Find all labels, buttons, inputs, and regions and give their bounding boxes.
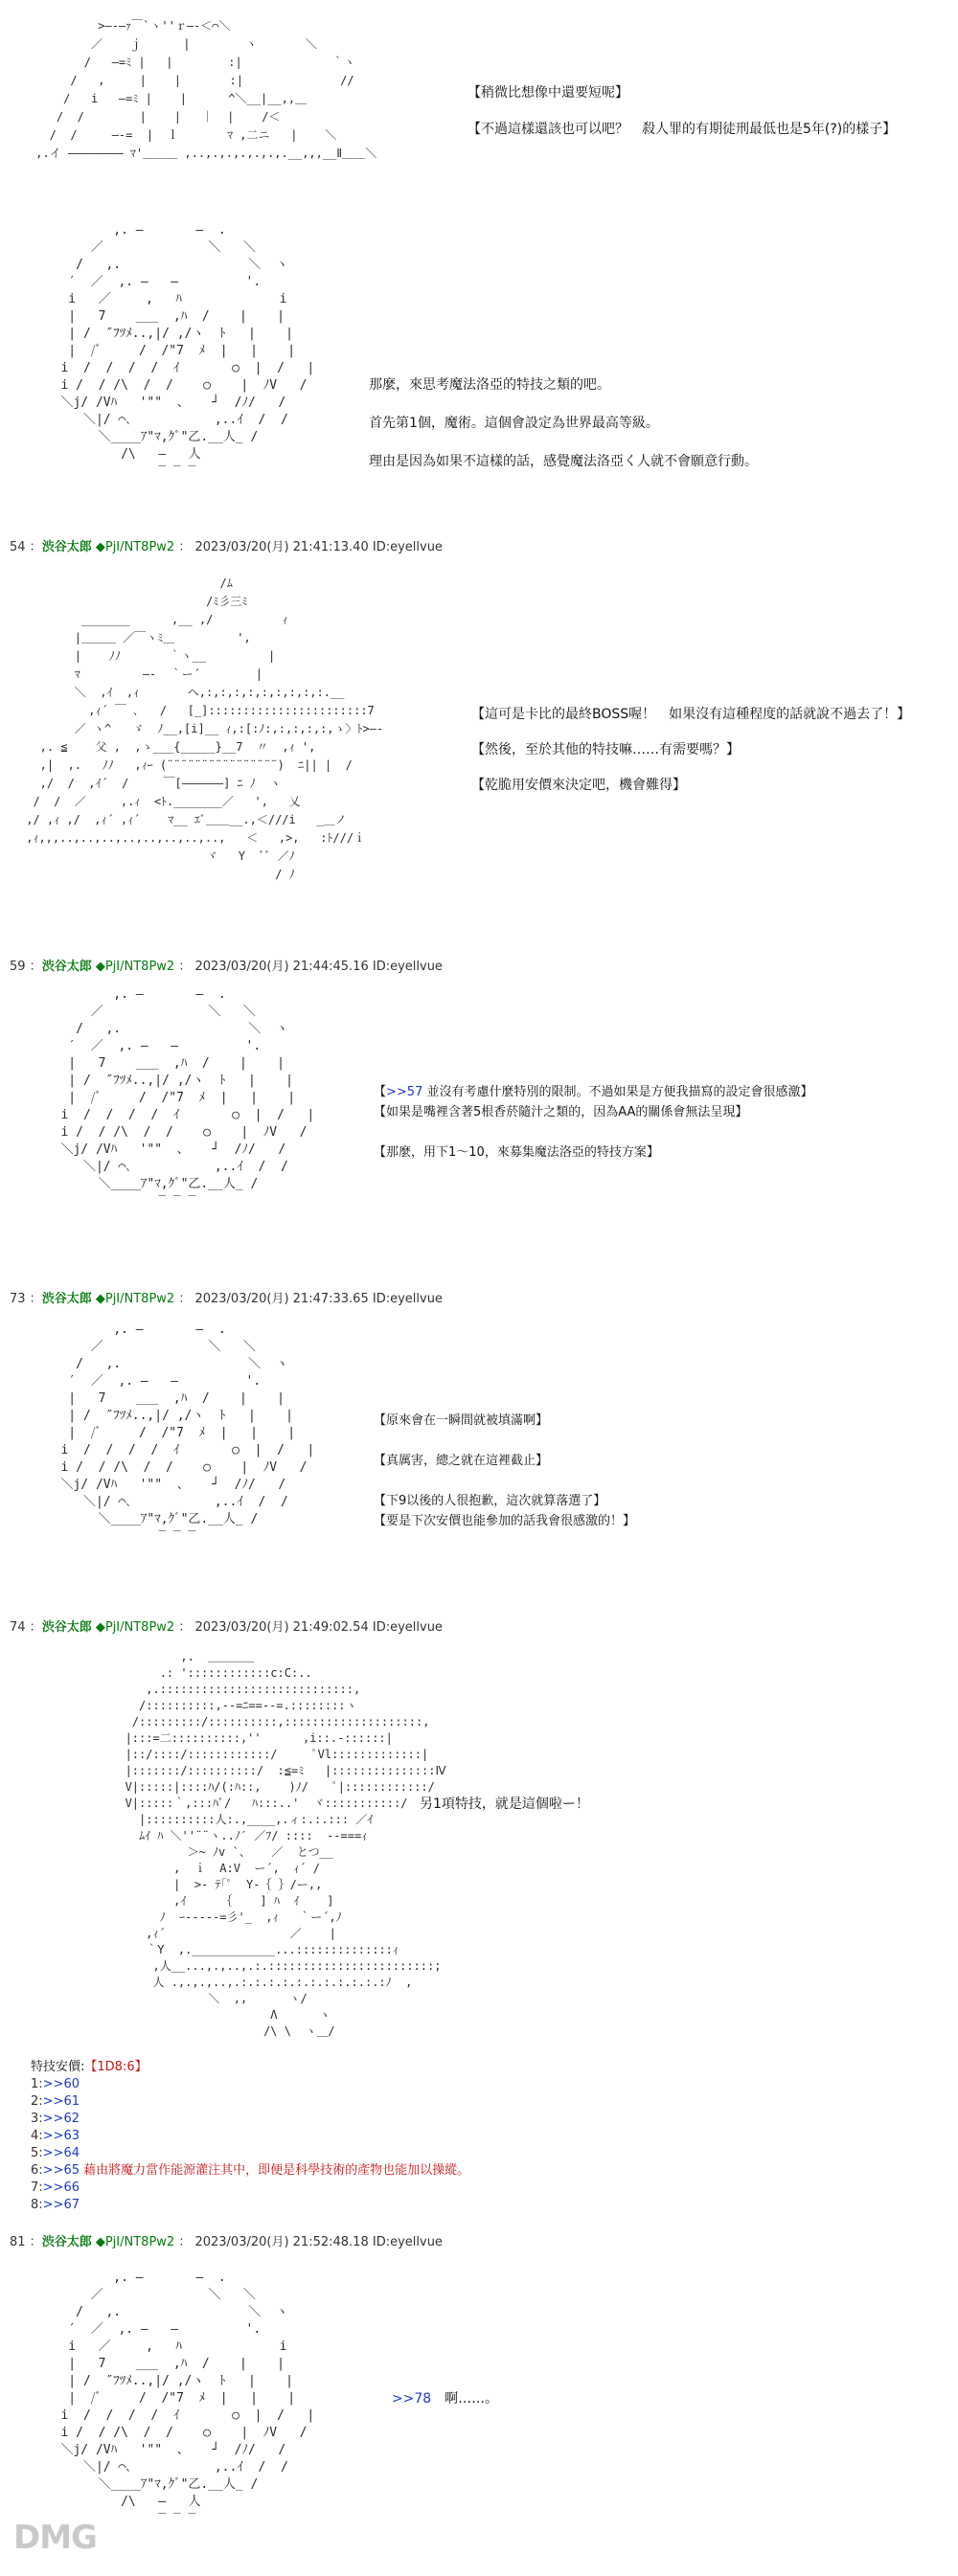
ascii-art-line: ヾ Y ﾞﾞ ／ﾉ: [19, 849, 295, 863]
poster-name: 渋谷太郎: [41, 2235, 92, 2249]
ascii-art-line: ,ｨ´ ￣ ､ / [_]:::::::::::::::::::::::7: [19, 704, 375, 717]
ascii-art-line: | /ﾞ / /"7 ﾒ | | |: [38, 1091, 296, 1105]
post-number: 81: [10, 2235, 26, 2249]
ascii-art-line: ＼|/ ⌒､ ,..ｲ / /: [38, 2460, 288, 2474]
ascii-art-line: ,ｨ,,,..,..,..,..,..,..,..,.., ＜ ,>, :ﾄ///ｉ: [19, 831, 366, 845]
poster-name: 渋谷太郎: [41, 1292, 92, 1306]
dialogue-line: 啊……。: [431, 2391, 499, 2407]
ascii-art-line: ＼____ｱ"ﾏ,ｸﾞ"乙.__人_ /: [38, 1177, 259, 1191]
ascii-art-line: ‾ ‾ ‾: [38, 2512, 196, 2526]
ascii-art-line: ‾ ‾ ‾: [38, 1194, 196, 1209]
ascii-art-line: ,/ / ,ｲ´ / ￣[――――――] ﾆ ﾉ ヽ: [19, 777, 282, 790]
dialogue-line: 【那麼，用下1～10，來募集魔法洛亞的特技方案】: [374, 1145, 659, 1160]
ascii-art-line: | /ﾞ / /"7 ﾒ | | |: [38, 2391, 296, 2406]
poster-trip: ◆PjI/NT8Pw2: [95, 540, 175, 554]
ascii-art-line: | /ﾞ / /"7 ﾒ | | |: [38, 344, 296, 358]
dialogue-line: 【原來會在一瞬間就被填滿啊】: [374, 1413, 549, 1428]
ascii-art-line: /\ \ ヽ＿/: [77, 2024, 335, 2038]
dice-option-index: 1:: [31, 2077, 43, 2091]
reply-anchor[interactable]: >>65: [42, 2163, 80, 2178]
ascii-art-line: / / | | ｜ | /＜: [29, 110, 281, 124]
poster-trip: ◆PjI/NT8Pw2: [95, 960, 175, 974]
ascii-art-line: / , | | :| //: [29, 74, 354, 87]
ascii-art-character: [38, 986, 314, 1210]
ascii-art-line: ,. ― ― .: [38, 987, 226, 1002]
ascii-art-line: i / / / / ｲ ○ | / |: [38, 2408, 315, 2423]
dialogue-line: 理由是因為如果不這樣的話，感覺魔法洛亞く人就不會願意行動。: [369, 454, 758, 469]
reply-anchor[interactable]: >>61: [42, 2094, 80, 2109]
dice-option-index: 8:: [31, 2198, 43, 2212]
dice-option-row: [31, 2093, 469, 2111]
ascii-art-line: ‾ ‾ ‾: [38, 1529, 196, 1544]
dialogue-text: 並沒有考慮什麼特別的限制。不過如果是方便我描寫的設定會很感激】: [422, 1085, 813, 1099]
post-number: 74: [10, 1620, 26, 1635]
ascii-art-line: |::::::::::人:.,____,.ィ:.:.::: ／ｲ: [77, 1813, 374, 1826]
dice-option-row: [31, 2145, 469, 2162]
ascii-art-line: i / / /\ / / ○ | ﾉV /: [38, 1460, 308, 1475]
ascii-art-line: /\ ― 人: [38, 447, 201, 462]
ascii-art-line: Λ ヽ: [77, 2008, 331, 2022]
dialogue-line: 【下9以後的人很抱歉，這次就算落選了】: [374, 1494, 606, 1508]
ascii-art-line: ‾ ‾ ‾: [38, 464, 196, 479]
ascii-art-boss: [19, 575, 383, 884]
ascii-art-line: ′ ／ ,. ― ― '.: [38, 1039, 262, 1053]
dialogue-block-3: [471, 697, 910, 803]
ascii-art-mechanic: [77, 1649, 446, 2040]
reply-anchor[interactable]: >>66: [42, 2181, 80, 2195]
ascii-art-line: / / ／ ,.ｨ <ﾄ._______／ ', 乂: [19, 795, 301, 808]
dice-option-row: [31, 2076, 469, 2093]
post-number: 54: [10, 540, 26, 554]
dialogue-line: [374, 1471, 635, 1491]
reply-anchor[interactable]: >>67: [42, 2198, 80, 2212]
ascii-art-line: ,人__...,.,..,.:.::::::::::::::::::::::::;: [77, 1959, 442, 1973]
dialogue-block-5: [374, 1411, 635, 1531]
dialogue-line: 【如果是嘴裡含著5根香菸隨汁之類的，因為AA的關係會無法呈現】: [374, 1105, 748, 1119]
ascii-art-hat: [29, 17, 376, 163]
dialogue-line: 【不過這樣還該也可以吧？ 殺人罪的有期徒刑最低也是5年(?)的樣子】: [468, 122, 897, 137]
ascii-art-line: ﾑｲ ﾊ ＼''¨¨ヽ..ﾉ′ ／ﾌ/ :::: --===ｨ: [77, 1829, 368, 1842]
ascii-art-line: | /ﾞ / /"7 ﾒ | | |: [38, 1426, 296, 1440]
dialogue-line: 【>>57 並沒有考慮什麼特別的限制。不過如果是方便我描寫的設定會很感激】: [374, 1085, 813, 1099]
ascii-art-line: /::::::::::,-‐=ﾆ==--=.::::::::ヽ: [77, 1699, 357, 1712]
ascii-art-line: |＿＿＿ ／￣ヽﾐ＿ ',: [19, 631, 251, 644]
ascii-art-line: /ﾑ: [19, 576, 233, 590]
ascii-art-line: ＞~ ﾉv `、 ／ とつ__: [77, 1845, 334, 1859]
ascii-art-character: [38, 222, 314, 481]
ascii-art-line: ＼j/ /Vﾊ '"" 、 ┘ /ﾉ/ /: [38, 2443, 286, 2457]
ascii-art-line: ,ｲ ｛ ] ﾊ ｲ ]: [77, 1894, 334, 1908]
ascii-art-line: ＼|/ ⌒､ ,..ｲ / /: [38, 1495, 288, 1509]
ascii-art-line: ／ ヽ^ ゞ ﾉ__,[i]__ ｨ,:[:ﾉ:,:,:,:,:,ゝ〉ﾄ>―-: [19, 722, 384, 735]
ascii-art-line: ／ ＼ ＼: [38, 2288, 256, 2302]
ascii-art-line: | / ″ﾌﾂﾒ..,|/ ,/ヽ ﾄ | |: [38, 1073, 293, 1088]
ascii-art-line: ′ ／ ,. ― ― '.: [38, 275, 262, 289]
ascii-art-line: i / / / / ｲ ○ | / |: [38, 361, 315, 375]
ascii-art-line: ＼ ,, ヽ/: [77, 1992, 308, 2005]
post-number: 73: [10, 1292, 26, 1306]
ascii-art-line: ／ ＼ ＼: [38, 240, 256, 255]
dice-option-row: [31, 2180, 469, 2197]
ascii-art-line: ＼____ｱ"ﾏ,ｸﾞ"乙.__人_ /: [38, 2477, 259, 2492]
ascii-art-line: | 7 ___ ,ﾊ / | |: [38, 309, 285, 324]
ascii-art-line: ｀Y ,.____________...::::::::::::::ｨ: [77, 1943, 399, 1956]
ascii-art-line: / ,. ＼ ヽ: [38, 1357, 288, 1371]
ascii-art-line: ＼j/ /Vﾊ '"" 、 ┘ /ﾉ/ /: [38, 1478, 286, 1492]
dice-result-list: [31, 2059, 469, 2214]
dialogue-block-4: [374, 1082, 812, 1163]
ascii-art-line: V|:::::|::::ﾊ/(:ﾊ::, )ﾉ/ ﾟ|::::::::::::/: [77, 1780, 435, 1794]
ascii-art-line: i / / / / ｲ ○ | / |: [38, 1443, 315, 1457]
dice-title: 特技安價:: [31, 2060, 85, 2074]
dice-option-row: [31, 2111, 469, 2128]
ascii-art-line: i ／ , ﾊ i: [38, 292, 287, 306]
reply-anchor[interactable]: >>57: [386, 1085, 423, 1099]
dice-title-row: [31, 2059, 469, 2076]
dice-option-index: 5:: [31, 2146, 43, 2160]
reply-anchor[interactable]: >>62: [42, 2112, 80, 2126]
ascii-art-line: ,.イ ―――――――― ﾏ'＿＿＿ ,..,.,.,.,.,.,.__,,,__Ⅱ＿＿＼: [29, 147, 377, 160]
dialogue-line: [374, 1431, 635, 1451]
poster-trip: ◆PjI/NT8Pw2: [95, 1292, 175, 1306]
post-date: 2023/03/20(月) 21:44:45.16: [194, 960, 369, 974]
post-date: 2023/03/20(月) 21:47:33.65: [194, 1292, 369, 1306]
ascii-art-line: ,. ― ― .: [38, 2271, 226, 2285]
dialogue-line: 【乾脆用安價來決定吧，機會難得】: [471, 778, 686, 793]
ascii-art-line: | >‐ ﾃ｢ﾟ Y-｛ ｝/ー,,: [77, 1878, 323, 1891]
ascii-art-line: ′ ／ ,. ― ― '.: [38, 2322, 262, 2337]
dialogue-line: 【真厲害，總之就在這裡截止】: [374, 1454, 549, 1468]
ascii-art-line: ／ ＼ ＼: [38, 1340, 256, 1354]
poster-name: 渋谷太郎: [41, 540, 92, 554]
ascii-art-line: _______ ,__ ,/ ｨ: [19, 613, 288, 626]
poster-name: 渋谷太郎: [41, 1620, 92, 1635]
dialogue-block-7: [383, 2373, 498, 2407]
post-header: 54 ：渋谷太郎 ◆PjI/NT8Pw2 ： 2023/03/20(月) 21:41:13.40 ID:eyellvue: [10, 540, 443, 554]
ascii-art-line: i / / /\ / / ○ | ﾉV /: [38, 378, 308, 393]
post-date: 2023/03/20(月) 21:41:13.40: [194, 540, 369, 554]
poster-trip: ◆PjI/NT8Pw2: [95, 1620, 175, 1635]
ascii-art-line: ﾏ ―‐ ｀ー´ |: [19, 667, 262, 681]
ascii-art-line: ,ｨ´ ／ |: [77, 1927, 336, 1940]
ascii-art-line: / ,. ＼ ヽ: [38, 1022, 288, 1036]
ascii-art-line: | 7 ___ ,ﾊ / | |: [38, 1391, 285, 1406]
poster-id: ID:eyellvue: [372, 540, 443, 554]
ascii-art-line: ＼____ｱ"ﾏ,ｸﾞ"乙.__人_ /: [38, 1512, 259, 1526]
ascii-art-line: ／ ＼ ＼: [38, 1005, 256, 1019]
ascii-art-line: ＼j/ /Vﾊ '"" 、 ┘ /ﾉ/ /: [38, 1142, 286, 1157]
dialogue-line: 【然後，至於其他的特技嘛……有需要嗎？】: [471, 742, 740, 757]
dialogue-line: 【稍微比想像中還要短呢】: [468, 85, 628, 101]
poster-id: ID:eyellvue: [372, 1620, 443, 1635]
ascii-art-line: /ﾐ彡三ﾐ: [19, 595, 248, 608]
ascii-art-line: / ,. ＼ ヽ: [38, 2305, 288, 2319]
dice-roll: 【1D8:6】: [84, 2060, 148, 2074]
dice-option-index: 6:: [31, 2163, 43, 2178]
ascii-art-line: | 7 ___ ,ﾊ / | |: [38, 1056, 285, 1071]
ascii-art-line: ＼____ｱ"ﾏ,ｸﾞ"乙.__人_ /: [38, 430, 259, 444]
ascii-art-line: ,. ≦ 父 , ,ゝ___{_____}__7 〃 ,ｨ ',: [19, 740, 316, 754]
ascii-art-line: / i ―=ﾐ | | ^＼__|__,,＿: [29, 92, 308, 105]
ascii-art-line: V|:::::｀,:::ﾊﾞ/ ﾊ:::..' ヾ:::::::::::/: [77, 1796, 408, 1810]
ascii-art-line: i / / / / ｲ ○ | / |: [38, 1108, 315, 1122]
dice-option-row: [31, 2128, 469, 2145]
dice-option-row: [31, 2197, 469, 2214]
ascii-art-line: ﾉ ｰ‐‐‐‐‐=彡'_ ,ｨ ｀ー´,ﾉ: [77, 1910, 342, 1924]
ascii-art-line: ＼ ,ｲ ,ｨ ヘ,:,:,:,:,:,:,:,:,:.__: [19, 686, 345, 699]
ascii-art-line: | 7 ___ ,ﾊ / | |: [38, 2357, 285, 2371]
dialogue-line: 那麼，來思考魔法洛亞的特技之類的吧。: [369, 377, 610, 393]
ascii-art-line: , ｉ A:V ー´, ｨ´ /: [77, 1862, 320, 1875]
dice-option-index: 7:: [31, 2181, 43, 2195]
ascii-art-line: ,/ ,ｨ ,/ ,ｨ´ ,ｨ´ ﾏ__ ｴﾞ＿＿__.,＜///i _＿ノ: [19, 813, 347, 826]
ascii-art-line: | / ″ﾌﾂﾒ..,|/ ,/ヽ ﾄ | |: [38, 1409, 293, 1423]
dialogue-line: [374, 1122, 812, 1142]
ascii-art-line: |:::::::/::::::::::/ :≦=ﾐ |:::::::::::::::Ⅳ: [77, 1764, 446, 1777]
ascii-art-line: ,. ― ― .: [38, 223, 226, 237]
dialogue-block-6: [420, 1796, 589, 1813]
ascii-art-line: >―-―ｧ￣`ヽ''ｒ―-＜⌒＼: [29, 19, 231, 33]
post-header: 81 ：渋谷太郎 ◆PjI/NT8Pw2 ： 2023/03/20(月) 21:52:48.18 ID:eyellvue: [10, 2235, 443, 2249]
ascii-art-line: / ―=ﾐ | | :| ｀ヽ: [29, 56, 355, 69]
dice-option-index: 3:: [31, 2112, 43, 2126]
dialogue-block-2: [369, 366, 758, 481]
dialogue-line: 【要是下次安價也能參加的話我會很感激的！】: [374, 1514, 636, 1528]
dice-option-index: 2:: [31, 2094, 43, 2109]
ascii-art-line: ,| ,. ﾉﾉ ,ｨｰ (¨¨¨¨¨¨¨¨¨¨¨¨¨¨¨¨) ﾆ|| | /: [19, 758, 353, 772]
ascii-art-line: /\ ― 人: [38, 2495, 201, 2509]
dice-option-text: 藉由將魔力當作能源灌注其中，即便是科學技術的產物也能加以操縱。: [79, 2163, 470, 2178]
dialogue-line: 另1項特技，就是這個啦ー！: [420, 1796, 589, 1812]
ascii-art-line: /:::::::::/::::::::::,::::::::::::::::::::,: [77, 1715, 430, 1729]
ascii-art-line: / ﾉ: [19, 868, 295, 881]
ascii-art-line: ,. ― ― .: [38, 1322, 226, 1337]
poster-id: ID:eyellvue: [372, 1292, 443, 1306]
dialogue-line: 首先第1個，魔術。這個會設定為世界最高等級。: [369, 416, 659, 431]
ascii-art-line: | / ″ﾌﾂﾒ..,|/ ,/ヽ ﾄ | |: [38, 327, 293, 341]
ascii-art-line: ′ ／ ,. ― ― '.: [38, 1374, 262, 1389]
ascii-art-line: |:::=二::::::::::,'' ,i::.-::::::|: [77, 1731, 393, 1745]
post-date: 2023/03/20(月) 21:49:02.54: [194, 1620, 369, 1635]
ascii-art-line: 人 .,.,.,..,.:.:.:.:.:.:.:.:.:.:.:ﾉ ,: [77, 1976, 413, 1989]
ascii-art-line: / ,. ＼ ヽ: [38, 258, 288, 272]
ascii-art-line: i / / /\ / / ○ | ﾉV /: [38, 1125, 308, 1140]
reply-anchor[interactable]: >>64: [42, 2146, 80, 2160]
poster-id: ID:eyellvue: [372, 2235, 443, 2249]
ascii-art-line: |::/::::/::::::::::::/ ﾟVl:::::::::::::|: [77, 1748, 429, 1761]
ascii-art-line: .: '::::::::::::c:C:..: [77, 1666, 312, 1680]
post-number: 59: [10, 960, 26, 974]
poster-id: ID:eyellvue: [372, 960, 443, 974]
dialogue-line: 【這可是卡比的最終BOSS喔！ 如果沒有這種程度的話就說不過去了！】: [471, 707, 911, 722]
ascii-art-line: ＼|/ ⌒､ ,..ｲ / /: [38, 1160, 288, 1174]
ascii-art-line: | ﾉﾉ ｀ヽ__ |: [19, 649, 276, 663]
poster-trip: ◆PjI/NT8Pw2: [95, 2235, 175, 2249]
ascii-art-character: [38, 1322, 314, 1546]
reply-anchor[interactable]: >>78: [391, 2391, 432, 2407]
watermark-logo: DMG: [13, 2519, 97, 2557]
ascii-art-character: [38, 2270, 314, 2528]
ascii-art-line: ,.::::::::::::::::::::::::::::,: [77, 1683, 361, 1696]
reply-anchor[interactable]: >>63: [42, 2129, 80, 2143]
ascii-art-line: ＼|/ ⌒､ ,..ｲ / /: [38, 413, 288, 427]
post-header: 59 ：渋谷太郎 ◆PjI/NT8Pw2 ： 2023/03/20(月) 21:44:45.16 ID:eyellvue: [10, 960, 443, 974]
post-header: 74 ：渋谷太郎 ◆PjI/NT8Pw2 ： 2023/03/20(月) 21:49:02.54 ID:eyellvue: [10, 1620, 443, 1635]
dice-option-row: [31, 2162, 469, 2180]
ascii-art-line: ,. ＿＿＿＿: [77, 1650, 255, 1663]
ascii-art-line: | / ″ﾌﾂﾒ..,|/ ,/ヽ ﾄ | |: [38, 2374, 293, 2388]
dialogue-block-1: [468, 75, 896, 147]
post-header: 73 ：渋谷太郎 ◆PjI/NT8Pw2 ： 2023/03/20(月) 21:47:33.65 ID:eyellvue: [10, 1292, 443, 1306]
ascii-art-line: ／ ｊ | ヽ ＼: [29, 37, 317, 51]
post-date: 2023/03/20(月) 21:52:48.18: [194, 2235, 369, 2249]
ascii-art-line: ＼j/ /Vﾊ '"" 、 ┘ /ﾉ/ /: [38, 395, 286, 410]
dice-option-index: 4:: [31, 2129, 43, 2143]
ascii-art-line: i ／ , ﾊ i: [38, 2339, 287, 2354]
reply-anchor[interactable]: >>60: [42, 2077, 80, 2091]
ascii-art-line: i / / /\ / / ○ | ﾉV /: [38, 2426, 308, 2440]
ascii-art-line: / / ―-= | ｌ ﾏ ,二ニ | ＼: [29, 128, 337, 142]
poster-name: 渋谷太郎: [41, 960, 92, 974]
